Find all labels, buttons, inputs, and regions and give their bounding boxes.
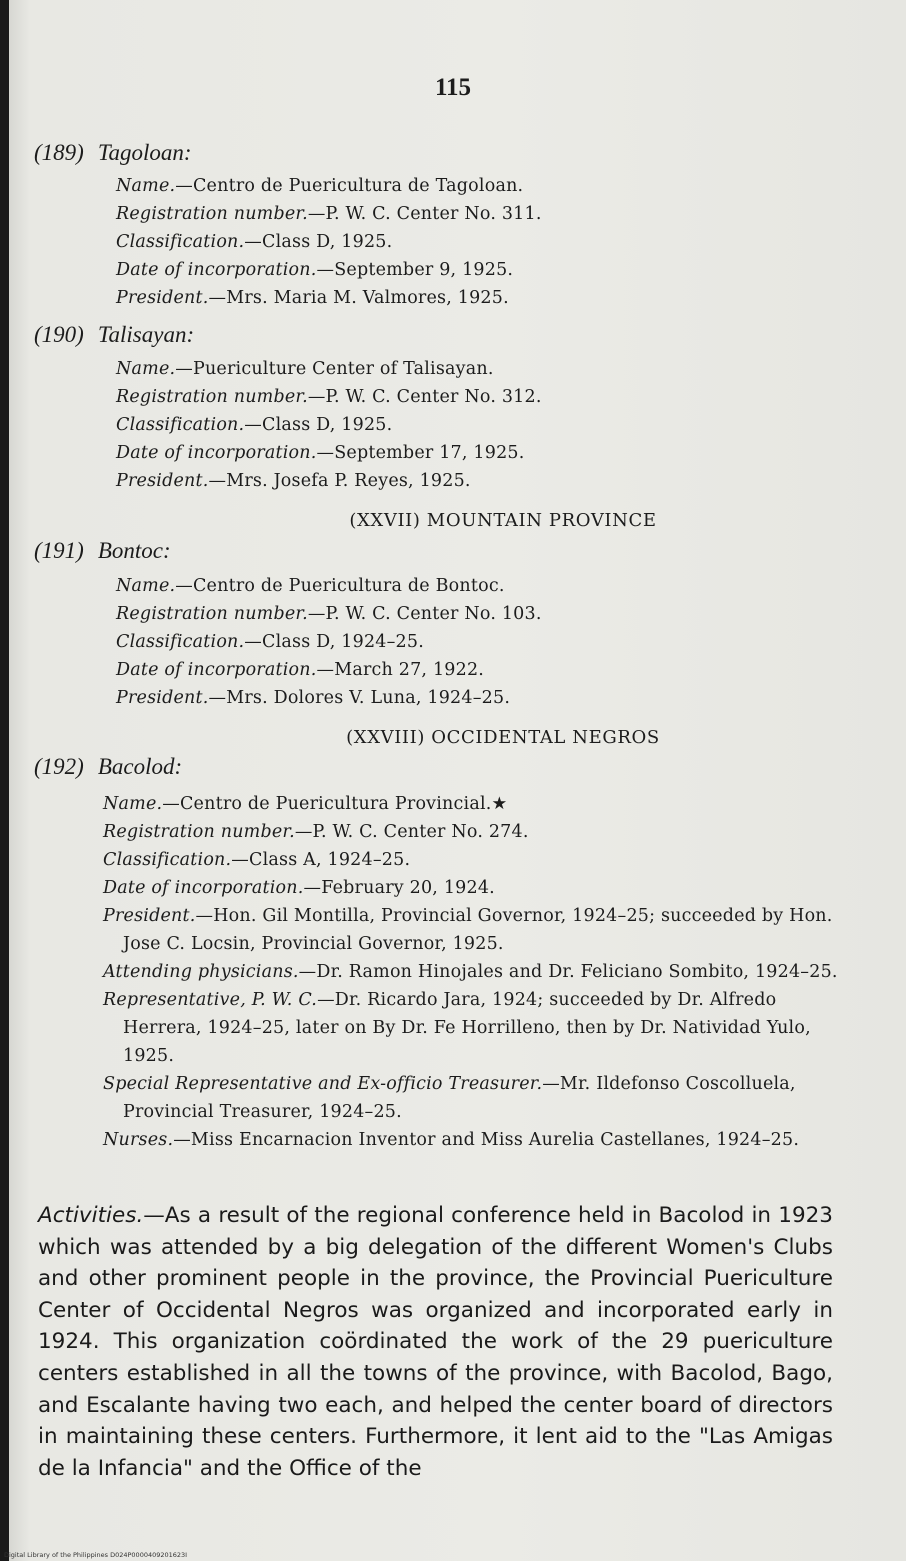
field-classification [116,228,846,256]
field-registration [103,818,843,846]
entry-heading-191 [34,538,171,564]
field-label: President. [116,688,209,708]
field-value: —Dr. Ramon Hinojales and Dr. Feliciano Sombito, 1924–25. [298,962,838,982]
field-label: Registration number. [116,604,308,624]
field-special-representative [103,1070,843,1126]
entry-place: Bacolod: [97,754,183,779]
field-value: —Mrs. Dolores V. Luna, 1924–25. [208,688,511,708]
entry-fields-192 [103,790,843,1154]
field-label: Date of incorporation. [103,878,304,898]
entry-place: Bontoc: [97,538,171,563]
field-value: —Miss Encarnacion Inventor and Miss Aurelia Castellanes, 1924–25. [173,1130,800,1150]
field-name [116,355,846,383]
field-label: President. [116,288,209,308]
field-value: —March 27, 1922. [316,660,485,680]
field-classification [116,628,846,656]
field-label: Registration number. [103,822,295,842]
section-title-occidental-negros: (XXVIII) OCCIDENTAL NEGROS [346,727,660,748]
field-incorporation [116,656,846,684]
field-attending-physicians [103,958,843,986]
field-value: —P. W. C. Center No. 103. [307,604,542,624]
field-value: —P. W. C. Center No. 311. [307,204,542,224]
field-classification [116,411,846,439]
field-nurses [103,1126,843,1154]
field-label: Special Representative and Ex-officio Treasurer. [103,1074,543,1094]
field-value: —Mrs. Josefa P. Reyes, 1925. [208,471,471,491]
field-value: —Mrs. Maria M. Valmores, 1925. [208,288,509,308]
field-value: —Class D, 1925. [244,232,393,252]
entry-heading-192 [34,754,182,780]
entry-place: Talisayan: [97,322,195,347]
scan-footer-credit: Digital Library of the Philippines D024P0000409201623I [4,1551,188,1559]
field-registration [116,600,846,628]
entry-number: (191) [34,538,84,563]
field-value: —September 17, 1925. [316,443,525,463]
activities-paragraph [38,1200,833,1484]
field-label: Classification. [103,850,232,870]
field-value: —September 9, 1925. [316,260,514,280]
field-incorporation [116,256,846,284]
field-label: Name. [103,794,163,814]
field-value: —Hon. Gil Montilla, Provincial Governor, 1924–25; succeeded by Hon. Jose C. Locsin, Provincial Governor, 1925. [123,906,833,954]
field-representative [103,986,843,1070]
field-value: —Puericulture Center of Talisayan. [175,359,494,379]
field-value: —Mr. Ildefonso Coscolluela, Provincial Treasurer, 1924–25. [123,1074,796,1122]
field-incorporation [116,439,846,467]
field-label: President. [103,906,196,926]
field-label: Name. [116,359,176,379]
book-spine-edge [0,0,9,1561]
field-label: Attending physicians. [103,962,299,982]
field-value: —Centro de Puericultura Provincial.★ [162,794,508,814]
field-value: —February 20, 1924. [303,878,495,898]
field-president [116,684,846,712]
field-label: Registration number. [116,387,308,407]
field-president [116,284,846,312]
activities-text: —As a result of the regional conference held in Bacolod in 1923 which was attended by a big delegation of the different Women's Clubs and other prominent people in the province, the Provincial Puericulture Center of Occidental Negros was organized and incorporated early in 1924. This organization coördinated the work of the 29 puericulture centers established in all the towns of the province, with Bacolod, Bago, and Escalante having two each, and helped the center board of directors in maintaining these centers. Furthermore, it lent aid to the "Las Amigas de la Infancia" and the Office of the [38,1203,833,1481]
field-value: —P. W. C. Center No. 274. [294,822,529,842]
field-registration [116,383,846,411]
field-name [116,172,846,200]
entry-number: (190) [34,322,84,347]
field-classification [103,846,843,874]
field-label: Date of incorporation. [116,260,317,280]
field-label: Classification. [116,232,245,252]
field-label: Classification. [116,632,245,652]
field-registration [116,200,846,228]
page-number: 115 [434,74,472,101]
field-name [103,790,843,818]
field-label: Name. [116,176,176,196]
field-incorporation [103,874,843,902]
field-value: —Dr. Ricardo Jara, 1924; succeeded by Dr. Alfredo Herrera, 1924–25, later on By Dr. Fe Horrilleno, then by Dr. Natividad Yulo, 1925. [123,990,811,1066]
field-label: Representative, P. W. C. [103,990,318,1010]
field-label: President. [116,471,209,491]
field-label: Nurses. [103,1130,174,1150]
section-title-mountain-province: (XXVII) MOUNTAIN PROVINCE [349,510,657,531]
entry-place: Tagoloan: [97,140,192,165]
field-label: Name. [116,576,176,596]
activities-label: Activities. [38,1203,144,1228]
field-value: —Class A, 1924–25. [231,850,411,870]
field-label: Classification. [116,415,245,435]
entry-fields-190 [116,355,846,495]
entry-number: (189) [34,140,84,165]
field-value: —Centro de Puericultura de Bontoc. [175,576,505,596]
field-value: —P. W. C. Center No. 312. [307,387,542,407]
field-label: Date of incorporation. [116,443,317,463]
field-value: —Class D, 1924–25. [244,632,424,652]
field-president [116,467,846,495]
entry-heading-189 [34,140,192,166]
field-label: Registration number. [116,204,308,224]
field-value: —Centro de Puericultura de Tagoloan. [175,176,524,196]
entry-fields-191 [116,572,846,712]
field-president [103,902,843,958]
field-name [116,572,846,600]
entry-number: (192) [34,754,84,779]
entry-fields-189 [116,172,846,312]
field-value: —Class D, 1925. [244,415,393,435]
entry-heading-190 [34,322,194,348]
field-label: Date of incorporation. [116,660,317,680]
